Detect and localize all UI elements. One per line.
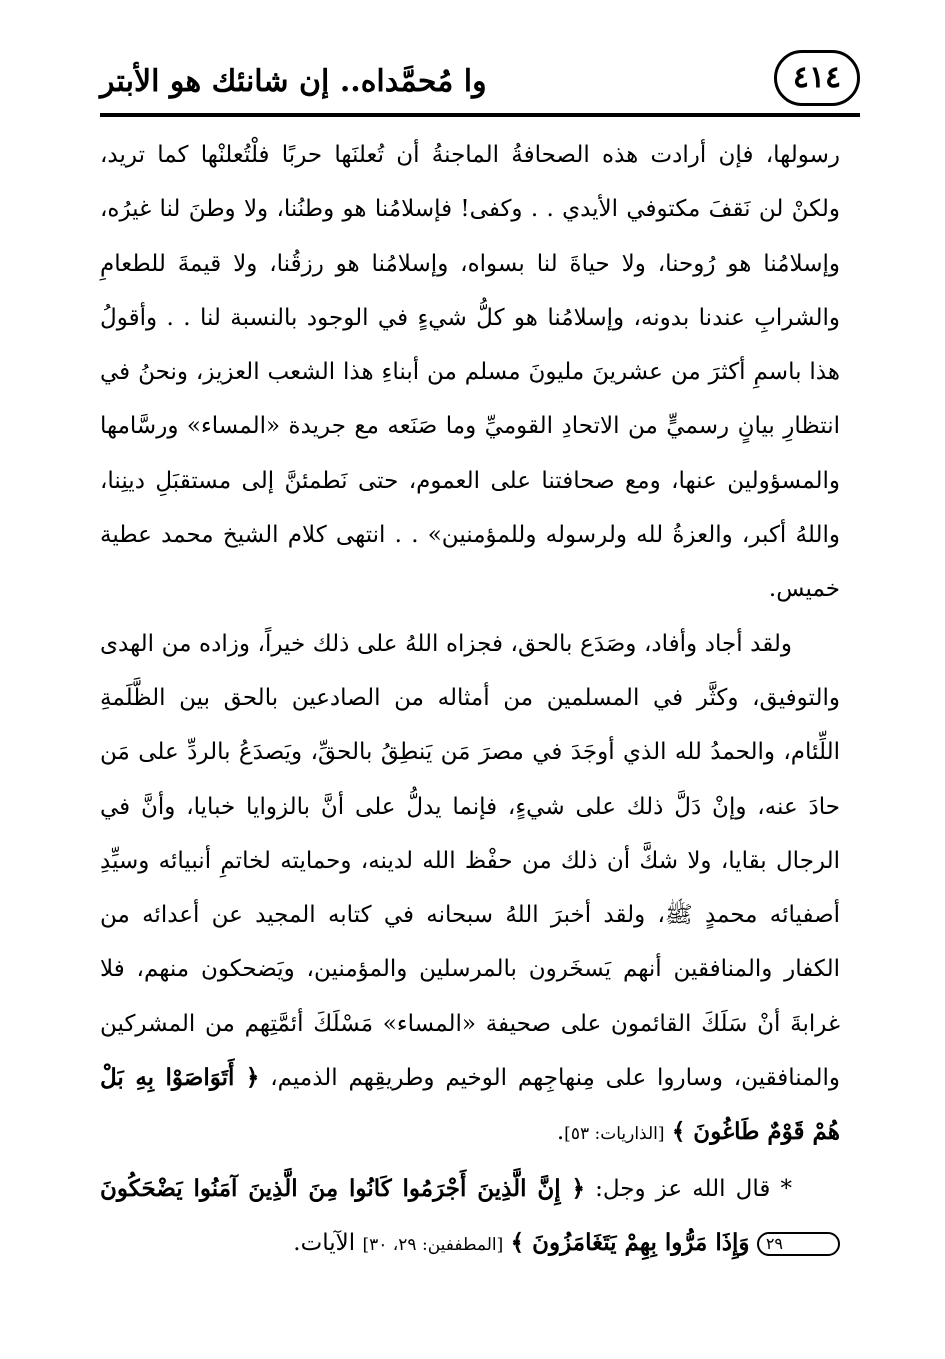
paragraph-2-text: ولقد أجاد وأفاد، وصَدَع بالحق، فجزاه اللهُ على ذلك خيراً، وزاده من الهدى والتوفيق، وكثَّر في المسلمين من أمثاله من الصادعين بالحق بين الظَّلَمةِ اللِّئام، والحمدُ لله الذي أوجَدَ في مصرَ مَن يَنطِقُ بالحقِّ، ويَصدَعُ بالردِّ على مَن حادَ عنه، وإنْ دَلَّ ذلك على شيءٍ، فإنما يدلُّ على أنَّ بالزوايا خبايا، وأنَّ في الرجال بقايا، ولا شكَّ أن ذلك من حفْظ الله لدينه، وحمايته لخاتمِ أنبيائه وسيِّدِ أصفيائه محمدٍ ﷺ، ولقد أخبرَ اللهُ سبحانه في كتابه المجيد عن أعدائه من الكفار والمنافقين أنهم يَسخَرون بالمرسلين والمؤمنين، ويَضحكون منهم، فلا غرابةَ أنْ سَلَكَ القائمون على صحيفة «المساء» مَسْلَكَ أئمَّتِهم من المشركين والمنافقين، وساروا على مِنهاجِهم الوخيم وطريقِهم الذميم، — [100, 630, 841, 1092]
verse-number-marker: ٢٩ — [757, 1232, 840, 1256]
paragraph-3 — [100, 1162, 840, 1273]
page-body — [100, 128, 840, 1272]
paragraph-1: رسولها، فإن أرادت هذه الصحافةُ الماجنةُ أن تُعلنَها حربًا فلْتُعلنْها كما تريد، ولكنْ لن نَقفَ مكتوفي الأيدي . . وكفى! فإسلامُنا هو وطنُنا، ولا وطنَ لنا غيرُه، وإسلامُنا هو رُوحنا، ولا حياةَ لنا بسواه، وإسلامُنا هو رزقُنا، ولا قيمةَ للطعامِ والشرابِ عندنا بدونه، وإسلامُنا هو كلُّ شيءٍ في الوجود بالنسبة لنا . . وأقولُ هذا باسمِ أكثرَ من عشرينَ مليونَ مسلم من أبناءِ هذا الشعب العزيز، ونحنُ في انتظارِ بيانٍ رسميٍّ من الاتحادِ القوميِّ وما صَنَعه مع جريدة «المساء» ورسَّامها والمسؤولين عنها، ومع صحافتنا على العموم، حتى نَطمئنَّ إلى مستقبَلِ دينِنا، واللهُ أكبر، والعزةُ لله ولرسوله وللمؤمنين» . . انتهى كلام الشيخ محمد عطية خميس. — [100, 142, 840, 603]
verse-reference: [الذاريات: ٥٣] — [564, 1124, 665, 1145]
running-title: وا مُحمَّداه.. إن شانئك هو الأبتر — [100, 64, 487, 99]
quran-verse-continued: وَإِذَا مَرُّوا بِهِمْ يَتَغَامَزُونَ ﴾ — [510, 1228, 750, 1256]
paragraph-3-lead: * قال الله عز وجل: — [595, 1175, 793, 1202]
page-header — [100, 50, 860, 120]
header-rule — [100, 113, 860, 117]
paragraph-3-tail: الآيات. — [293, 1229, 356, 1256]
quran-verse: ﴿ إِنَّ الَّذِينَ أَجْرَمُوا كَانُوا مِنَ الَّذِينَ آمَنُوا يَضْحَكُونَ — [100, 1174, 585, 1202]
page-number: ٤١٤ — [774, 50, 860, 106]
quran-verse: ﴿ أَتَوَاصَوْا بِهِ بَلْ هُمْ قَوْمٌ طَاغُونَ ﴾ — [100, 1064, 840, 1146]
paragraph-2: ولقد أجاد وأفاد، وصَدَع بالحق، فجزاه اللهُ على ذلك خيراً، وزاده من الهدى والتوفيق، وكثَّر في المسلمين من أمثاله من الصادعين بالحق بين الظَّلَمةِ اللِّئام، والحمدُ لله الذي أوجَدَ في مصرَ مَن يَنطِقُ بالحقِّ، ويَصدَعُ بالردِّ على مَن حادَ عنه، وإنْ دَلَّ ذلك على شيءٍ، فإنما يدلُّ على أنَّ بالزوايا خبايا، وأنَّ في الرجال بقايا، ولا شكَّ أن ذلك من حفْظ الله لدينه، وحمايته لخاتمِ أنبيائه وسيِّدِ أصفيائه محمدٍ ﷺ، ولقد أخبرَ اللهُ سبحانه في كتابه المجيد عن أعدائه من الكفار والمنافقين أنهم يَسخَرون بالمرسلين والمؤمنين، ويَضحكون منهم، فلا غرابةَ أنْ سَلَكَ القائمون على صحيفة «المساء» مَسْلَكَ أئمَّتِهم من المشركين والمنافقين، وساروا على مِنهاجِهم الوخيم وطريقِهم الذميم، ﴿ أَتَوَاصَوْا بِهِ بَلْ هُمْ قَوْمٌ طَاغُونَ ﴾ [الذاريات: ٥٣]. — [100, 630, 841, 1146]
verse-reference: [المطففين: ٢٩، ٣٠] — [362, 1234, 504, 1255]
